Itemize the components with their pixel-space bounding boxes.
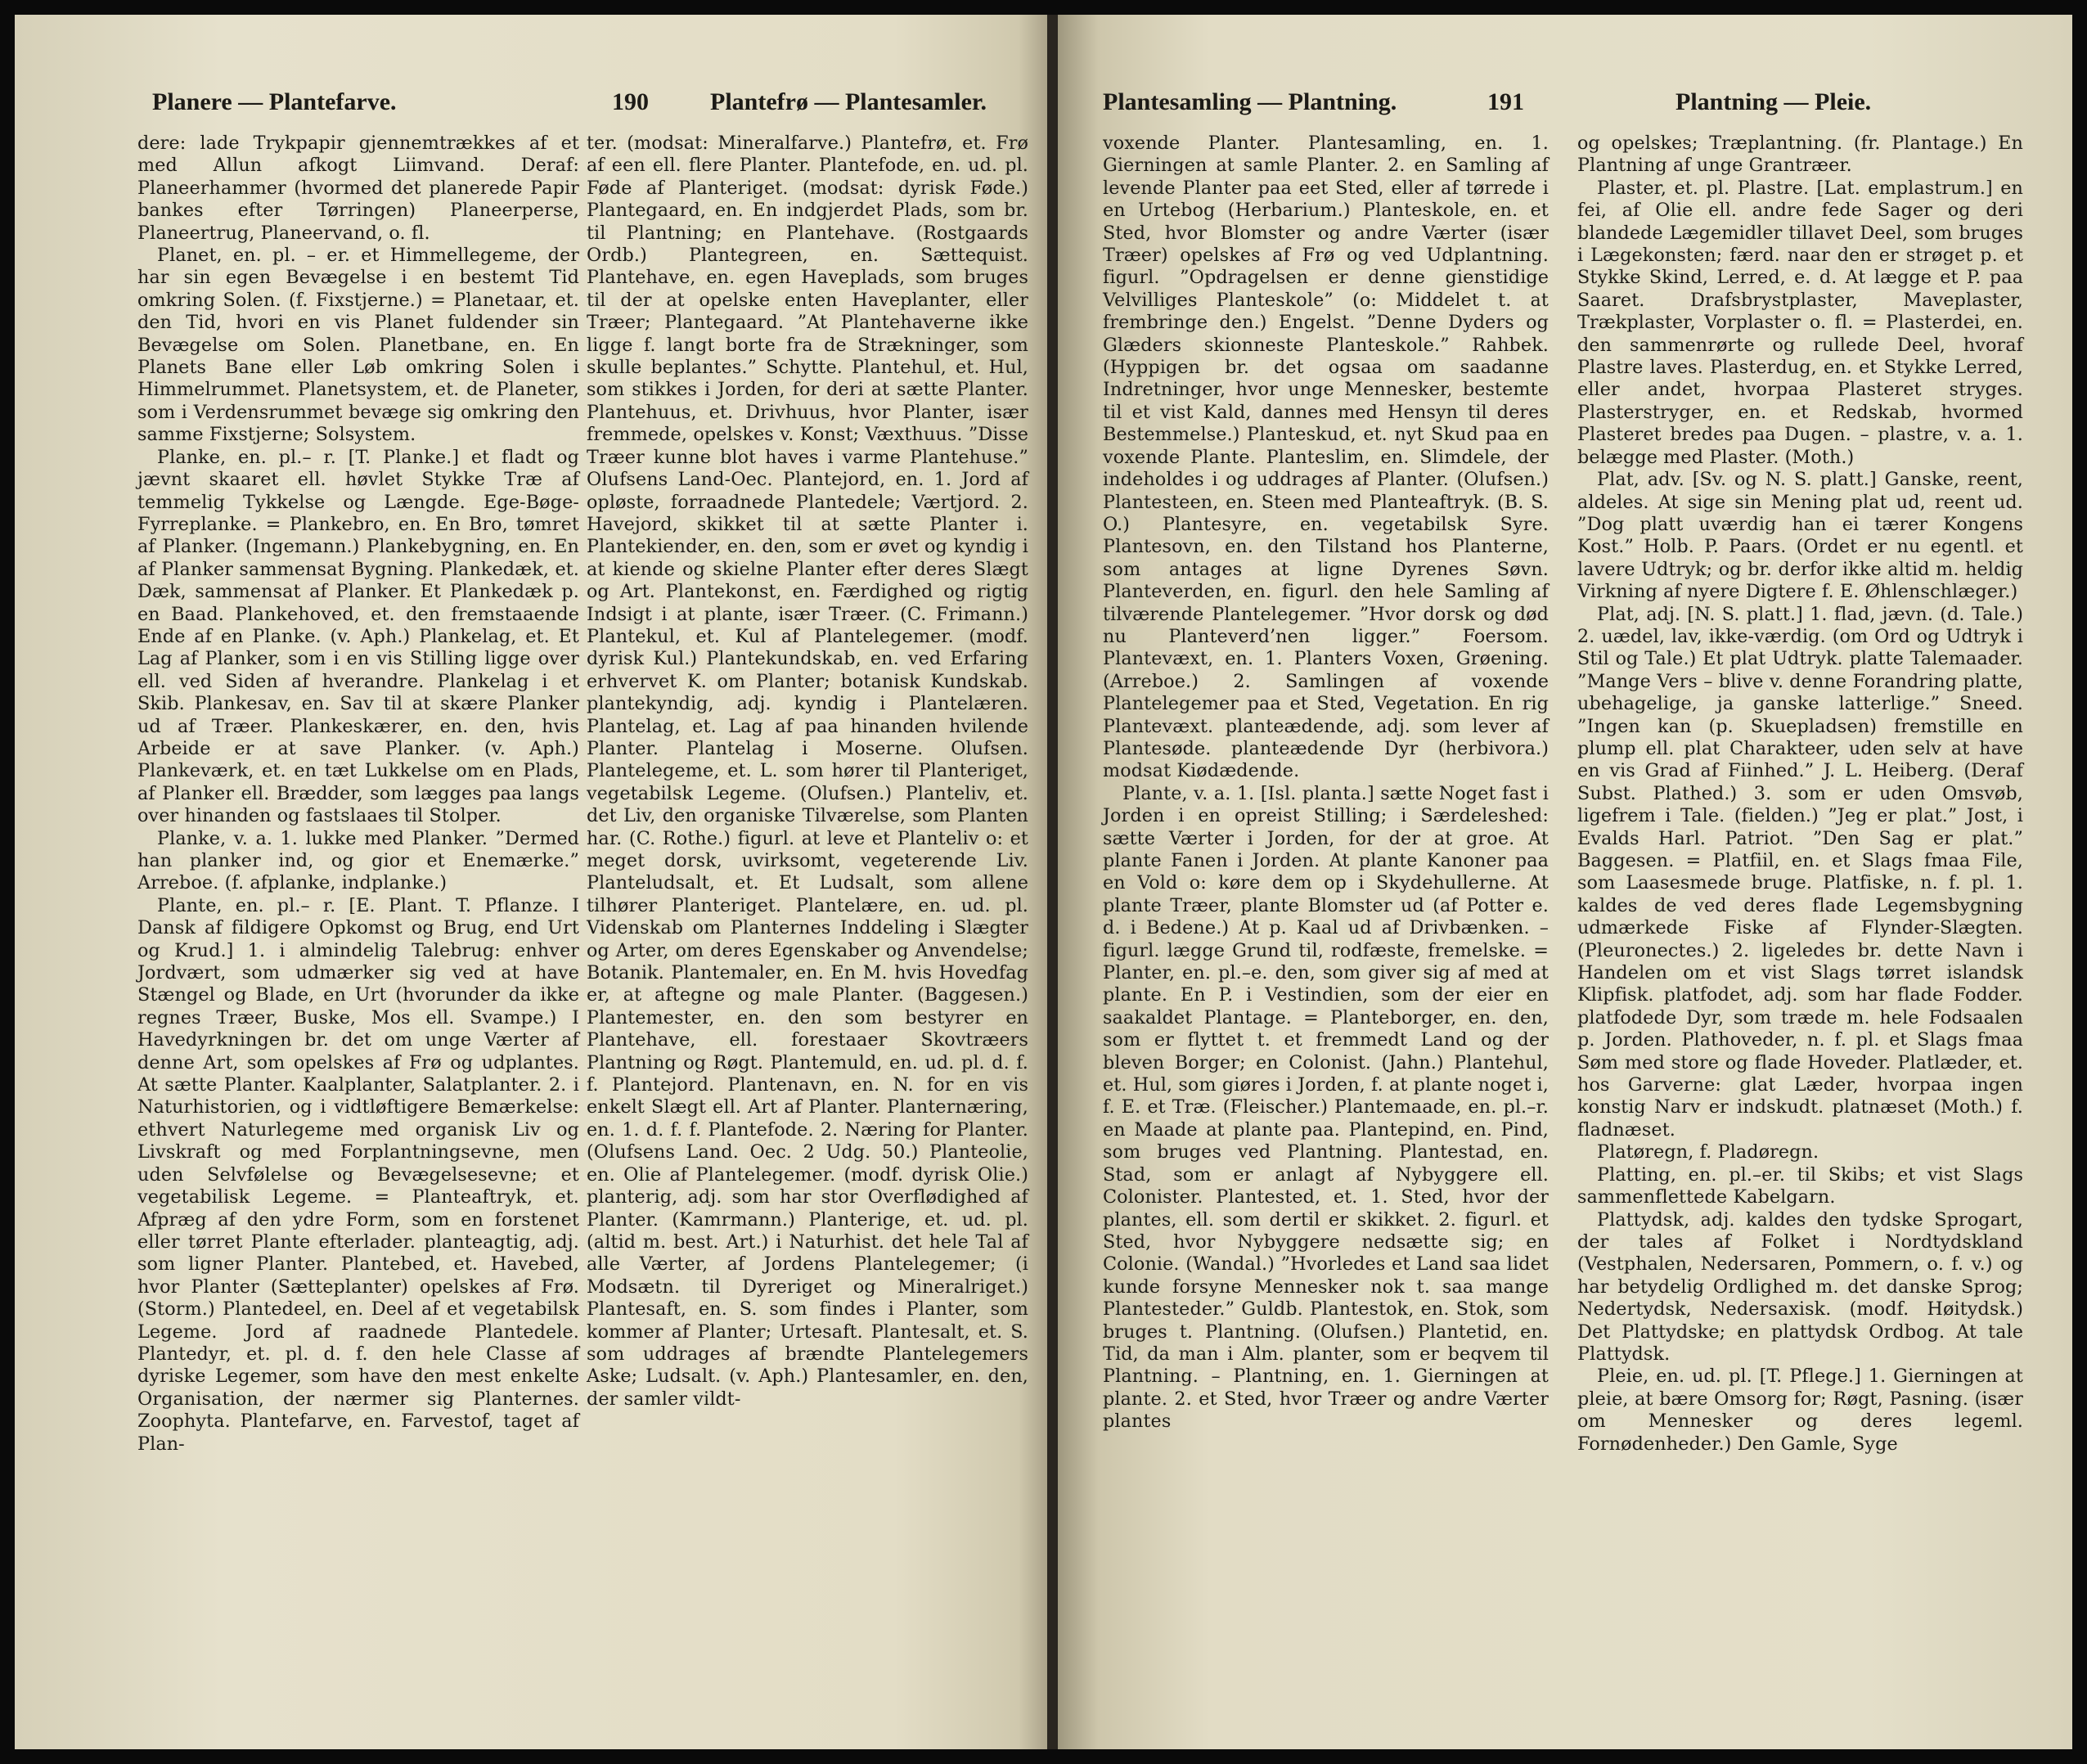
open-book <box>15 15 2072 1749</box>
left-page-header <box>137 80 1028 133</box>
right-page-column-2 <box>1577 133 2023 1456</box>
right-header-left-guideword: Plantesamling — Plantning. <box>1103 88 1397 115</box>
left-page-column-1 <box>137 133 579 1456</box>
left-page <box>15 15 1050 1749</box>
left-header-right-guideword: Plantefrø — Plantesamler. <box>710 88 987 115</box>
right-page-columns <box>1103 133 2023 1456</box>
dictionary-entry: dere: lade Trykpapir gjennemtrækkes af et med Allun afkogt Liimvand. Deraf: Planeerhammer (hvormed det planerede Papir bankes efter Tørringen) Planeerperse, Planeertrug, Planeervand, o. fl. <box>137 133 579 244</box>
dictionary-entry: og opelskes; Træplantning. (fr. Plantage.) En Plantning af unge Grantræer. <box>1577 133 2023 177</box>
dictionary-entry: Planke, v. a. 1. lukke med Planker. ”Dermed han planker ind, og gior et Enemærke.” Arreboe. (f. afplanke, indplanke.) <box>137 827 579 894</box>
dictionary-entry: Pleie, en. ud. pl. [T. Pflege.] 1. Gierningen at pleie, at bære Omsorg for; Røgt, Pasning. (især om Mennesker og deres legeml. Fornødenheder.) Den Gamle, Syge <box>1577 1366 2023 1455</box>
dictionary-entry: Plante, en. pl.– r. [E. Plant. T. Pflanze. I Dansk af fildigere Opkomst og Brug, end Urt og Krud.] 1. i almindelig Talebrug: enhver Jordvært, som udmærker sig ved at have Stængel og Blade, en Urt (hvorunder da ikke regnes Træer, Buske, Mos ell. Svampe.) I Havedyrkningen br. det om unge Værter af denne Art, som opelskes af Frø og udplantes. At sætte Planter. Kaalplanter, Salatplanter. 2. i Naturhistorien, og i vidtløftigere Bemærkelse: ethvert Naturlegeme med organisk Liv og Livskraft og med Forplantningsevne, men uden Selvfølelse og Bevægelsesevne; et vegetabilisk Legeme. = Planteaftryk, et. Afpræg af den ydre Form, som en forstenet eller tørret Plante efterlader. planteagtig, adj. som ligner Planter. Plantebed, et. Havebed, hvor Planter (Sætteplanter) opelskes af Frø. (Storm.) Plantedeel, en. Deel af et vegetabilsk Legeme. Jord af raadnede Plantedele. Plantedyr, et. pl. d. f. den hele Classe af dyriske Legemer, som have den mest enkelte Organisation, der nærmer sig Planternes. Zoophyta. Plantefarve, en. Farvestof, taget af Plan- <box>137 894 579 1455</box>
left-page-number: 190 <box>612 88 649 115</box>
dictionary-entry: ter. (modsat: Mineralfarve.) Plantefrø, et. Frø af een ell. flere Planter. Plantefode, en. ud. pl. Føde af Planteriget. (modsat: dyrisk Føde.) Plantegaard, en. En indgjerdet Plads, som br. til Plantning; en Plantehave. (Rostgaards Ordb.) Plantegreen, en. Sættequist. Plantehave, en. egen Haveplads, som bruges til der at opelske enten Haveplanter, eller Træer; Plantegaard. ”At Plantehaverne ikke ligge f. langt borte fra de Strækninger, som skulle beplantes.” Schytte. Plantehul, et. Hul, som stikkes i Jorden, for deri at sætte Planter. Plantehuus, et. Drivhuus, hvor Planter, især fremmede, opelskes v. Konst; Væxthuus. ”Disse Træer kunne blot haves i varme Plantehuse.” Olufsens Land-Oec. Plantejord, en. 1. Jord af opløste, forraadnede Plantedele; Værtjord. 2. Havejord, skikket til at sætte Planter i. Plantekiender, en. den, som er øvet og kyndig i at kiende og skielne Planter efter deres Slægt og Art. Plantekonst, en. Færdighed og rigtig Indsigt i at plante, især Træer. (C. Frimann.) Plantekul, et. Kul af Plantelegemer. (modf. dyrisk Kul.) Plantekundskab, en. ved Erfaring erhvervet K. om Planter; botanisk Kundskab. plantekyndig, adj. kyndig i Plantelæren. Plantelag, et. Lag af paa hinanden hvilende Planter. Plantelag i Moserne. Olufsen. Plantelegeme, et. L. som hører til Planteriget, vegetabilsk Legeme. (Olufsen.) Planteliv, et. det Liv, den organiske Tilværelse, som Planten har. (C. Rothe.) figurl. at leve et Planteliv o: et meget dorsk, uvirksomt, vegeterende Liv. Planteludsalt, et. Et Ludsalt, som allene tilhører Planteriget. Plantelære, en. ud. pl. Videnskab om Planternes Inddeling i Slægter og Arter, om deres Egenskaber og Anvendelse; Botanik. Plantemaler, en. En M. hvis Hovedfag er, at aftegne og male Planter. (Baggesen.) Plantemester, en. den som bestyrer en Plantehave, ell. forestaaer Skovtræers Plantning og Røgt. Plantemuld, en. ud. pl. d. f. f. Plantejord. Plantenavn, en. N. for en vis enkelt Slægt ell. Art af Planter. Planternæring, en. 1. d. f. f. Plantefode. 2. Næring for Planter. (Olufsens Land. Oec. 2 Udg. 50.) Planteolie, en. Olie af Plantelegemer. (modf. dyrisk Olie.) planterig, adj. som har stor Overflødighed af Planter. (Kamrmann.) Planterige, et. ud. pl. (altid m. best. Art.) i Naturhist. det hele Tal af alle Værter, af Jordens Plantelegemer; (i Modsætn. til Dyreriget og Mineralriget.) Plantesaft, en. S. som findes i Planter, som kommer af Planter; Urtesaft. Plantesalt, et. S. som uddrages af brændte Plantelegemers Aske; Ludsalt. (v. Aph.) Plantesamler, en. den, der samler vildt- <box>587 133 1028 1410</box>
left-page-columns <box>137 133 1028 1456</box>
dictionary-entry: Plante, v. a. 1. [Isl. planta.] sætte Noget fast i Jorden i en opreist Stilling; i Særdeleshed: sætte Værter i Jorden, for der at groe. At plante Fanen i Jorden. At plante Kanoner paa en Vold o: køre dem op i Skydehullerne. At plante Træer, plante Blomster ud (af Potter e. d. i Bedene.) At p. Kaal ud af Drivbænken. – figurl. lægge Grund til, rodfæste, fremelske. = Planter, en. pl.–e. den, som giver sig af med at plante. En P. i Vestindien, som der eier en saakaldet Plantage. = Planteborger, en. den, som er flyttet t. et fremmedt Land og der bleven Borger; en Colonist. (Jahn.) Plantehul, et. Hul, som giøres i Jorden, f. at plante noget i, f. E. et Træ. (Fleischer.) Plantemaade, en. pl.–r. en Maade at plante paa. Plantepind, en. Pind, som bruges ved Plantning. Plantestad, en. Stad, som er anlagt af Nybyggere ell. Colonister. Plantested, et. 1. Sted, hvor der plantes, ell. som dertil er skikket. 2. figurl. et Sted, hvor Nybyggere nedsætte sig; en Colonie. (Wandal.) ”Hvorledes et Land saa lidet kunde forsyne Mennesker nok t. saa mange Plantesteder.” Guldb. Plantestok, en. Stok, som bruges t. Plantning. (Olufsen.) Plantetid, en. Tid, da man i Alm. planter, som er beqvem til Plantning. – Plantning, en. 1. Gierningen at plante. 2. et Sted, hvor Træer og andre Værter plantes <box>1103 782 1549 1433</box>
right-page-number: 191 <box>1487 88 1524 115</box>
dictionary-entry: Plattydsk, adj. kaldes den tydske Sprogart, der tales af Folket i Nordtydskland (Vestphalen, Nedersaren, Pommern, o. f. v.) og har betydelig Ordlighed m. det danske Sprog; Nedertydsk, Nedersaxisk. (modf. Høitydsk.) Det Plattydske; en plattydsk Ordbog. At tale Plattydsk. <box>1577 1208 2023 1365</box>
dictionary-entry: Platting, en. pl.–er. til Skibs; et vist Slags sammenflettede Kabelgarn. <box>1577 1163 2023 1208</box>
left-page-column-2 <box>587 133 1028 1456</box>
dictionary-entry: Platøregn, f. Pladøregn. <box>1597 1141 1819 1163</box>
dictionary-entry: Plaster, et. pl. Plastre. [Lat. emplastrum.] en fei, af Olie ell. andre fede Sager og deri blandede Lægemidler tillavet Deel, som bruges i Lægekonsten; færd. naar den er strøget p. et Stykke Skind, Lerred, e. d. At lægge et P. paa Saaret. Drafsbrystplaster, Maveplaster, Trækplaster, Vorplaster o. fl. = Plasterdei, en. den sammenrørte og rullede Deel, hvoraf Plastre laves. Plasterdug, en. et Stykke Lerred, eller andet, hvorpaa Plasteret stryges. Plasterstryger, en. et Redskab, hvormed Plasteret bredes paa Dugen. – plastre, v. a. 1. belægge med Plaster. (Moth.) <box>1577 177 2023 468</box>
dictionary-entry: voxende Planter. Plantesamling, en. 1. Gierningen at samle Planter. 2. en Samling af levende Planter paa eet Sted, eller af tørrede i en Urtebog (Herbarium.) Planteskole, en. et Sted, hvor Blomster og andre Værter (især Træer) opelskes af Frø og ved Udplantning. figurl. ”Opdragelsen er denne gienstidige Velvilliges Planteskole” (o: Middelet t. at frembringe den.) Engelst. ”Denne Dyders og Glæders skionneste Planteskole.” Rahbek. (Hyppigen br. det ogsaa om saadanne Indretninger, hvor unge Mennesker, bestemte til et vist Kald, dannes med Hensyn til deres Bestemmelse.) Planteskud, et. nyt Skud paa en voxende Plante. Planteslim, en. Slimdele, der indeholdes i og uddrages af Planter. (Olufsen.) Plantesteen, en. Steen med Planteaftryk. (B. S. O.) Plantesyre, en. vegetabilsk Syre. Plantesovn, en. den Tilstand hos Planterne, som antages at ligne Dyrenes Søvn. Planteverden, en. figurl. den hele Samling af tilværende Plantelegemer. ”Hvor dorsk og død nu Planteverd’nen ligger.” Foersom. Plantevæxt, en. 1. Planters Voxen, Grøening. (Arreboe.) 2. Samlingen af voxende Plantelegemer paa et Sted, Vegetation. En rig Plantevæxt. planteædende, adj. som lever af Plantesøde. planteædende Dyr (herbivora.) modsat Kiødædende. <box>1103 133 1549 782</box>
right-page-header <box>1103 80 2023 133</box>
right-page <box>1058 15 2072 1749</box>
left-header-left-guideword: Planere — Plantefarve. <box>152 88 397 115</box>
dictionary-entry: Plat, adv. [Sv. og N. S. platt.] Ganske, reent, aldeles. At sige sin Mening plat ud, reent ud. ”Dog platt uværdig han ei tærer Kongens Kost.” Holb. P. Paars. (Ordet er nu egentl. et lavere Udtryk; og br. derfor ikke altid m. heldig Virkning af nyere Digtere f. E. Øhlenschlæger.) <box>1577 469 2023 603</box>
right-page-column-1 <box>1103 133 1549 1456</box>
dictionary-entry: Planet, en. pl. – er. et Himmellegeme, der har sin egen Bevægelse i en bestemt Tid omkring Solen. (f. Fixstjerne.) = Planetaar, et. den Tid, hvori en vis Planet fuldender sin Bevægelse om Solen. Planetbane, en. En Planets Bane eller Løb omkring Solen i Himmelrummet. Planetsystem, et. de Planeter, som i Verdensrummet bevæge sig omkring den samme Fixstjerne; Solsystem. <box>137 245 579 446</box>
dictionary-entry: Plat, adj. [N. S. platt.] 1. flad, jævn. (d. Tale.) 2. uædel, lav, ikke-værdig. (om Ord og Udtryk i Stil og Tale.) Et plat Udtryk. platte Talemaader. ”Mange Vers – blive v. denne Forandring platte, ubehagelige, ja ganske latterlige.” Sneed. ”Ingen kan (p. Skuepladsen) fremstille en plump ell. plat Charakteer, uden selv at have en vis Grad af Fiinhed.” J. L. Heiberg. (Deraf Subst. Plathed.) 3. som er uden Omsvøb, ligefrem i Tale. (fielden.) ”Jeg er plat.” Jost, i Evalds Harl. Patriot. ”Den Sag er plat.” Baggesen. = Platfiil, en. et Slags fmaa File, som Laasesmede bruge. Platfiske, n. f. pl. 1. kaldes de ved deres flade Legemsbygning udmærkede Fiske af Flynder-Slægten. (Pleuronectes.) 2. ligeledes br. dette Navn i Handelen om et vist Slags tørret islandsk Klipfisk. platfodet, adj. som har flade Fodder. platfodede Dyr, som træde m. hele Fodsaalen p. Jorden. Plathoveder, n. f. pl. et Slags fmaa Søm med store og flade Hoveder. Platlæder, et. hos Garverne: glat Læder, hvorpaa ingen konstig Narv er indskudt. platnæset (Moth.) f. fladnæset. <box>1577 603 2023 1141</box>
right-header-right-guideword: Plantning — Pleie. <box>1675 88 1872 115</box>
dictionary-entry: Planke, en. pl.– r. [T. Planke.] et fladt og jævnt skaaret ell. høvlet Stykke Træ af temmelig Tykkelse og Længde. Ege-Bøge-Fyrreplanke. = Plankebro, en. En Bro, tømret af Planker. (Ingemann.) Plankebygning, en. En af Planker sammensat Bygning. Plankedæk, et. Dæk, sammensat af Planker. Et Plankedæk p. en Baad. Plankehoved, et. den fremstaaende Ende af en Planke. (v. Aph.) Plankelag, et. Et Lag af Planker, som i en vis Stilling ligge over ell. ved Siden af hverandre. Plankelag i et Skib. Plankesav, en. Sav til at skære Planker ud af Træer. Plankeskærer, en. den, hvis Arbeide er at save Planker. (v. Aph.) Plankeværk, et. en tæt Lukkelse om en Plads, af Planker ell. Brædder, som lægges paa langs over hinanden og fastslaaes til Stolper. <box>137 446 579 827</box>
